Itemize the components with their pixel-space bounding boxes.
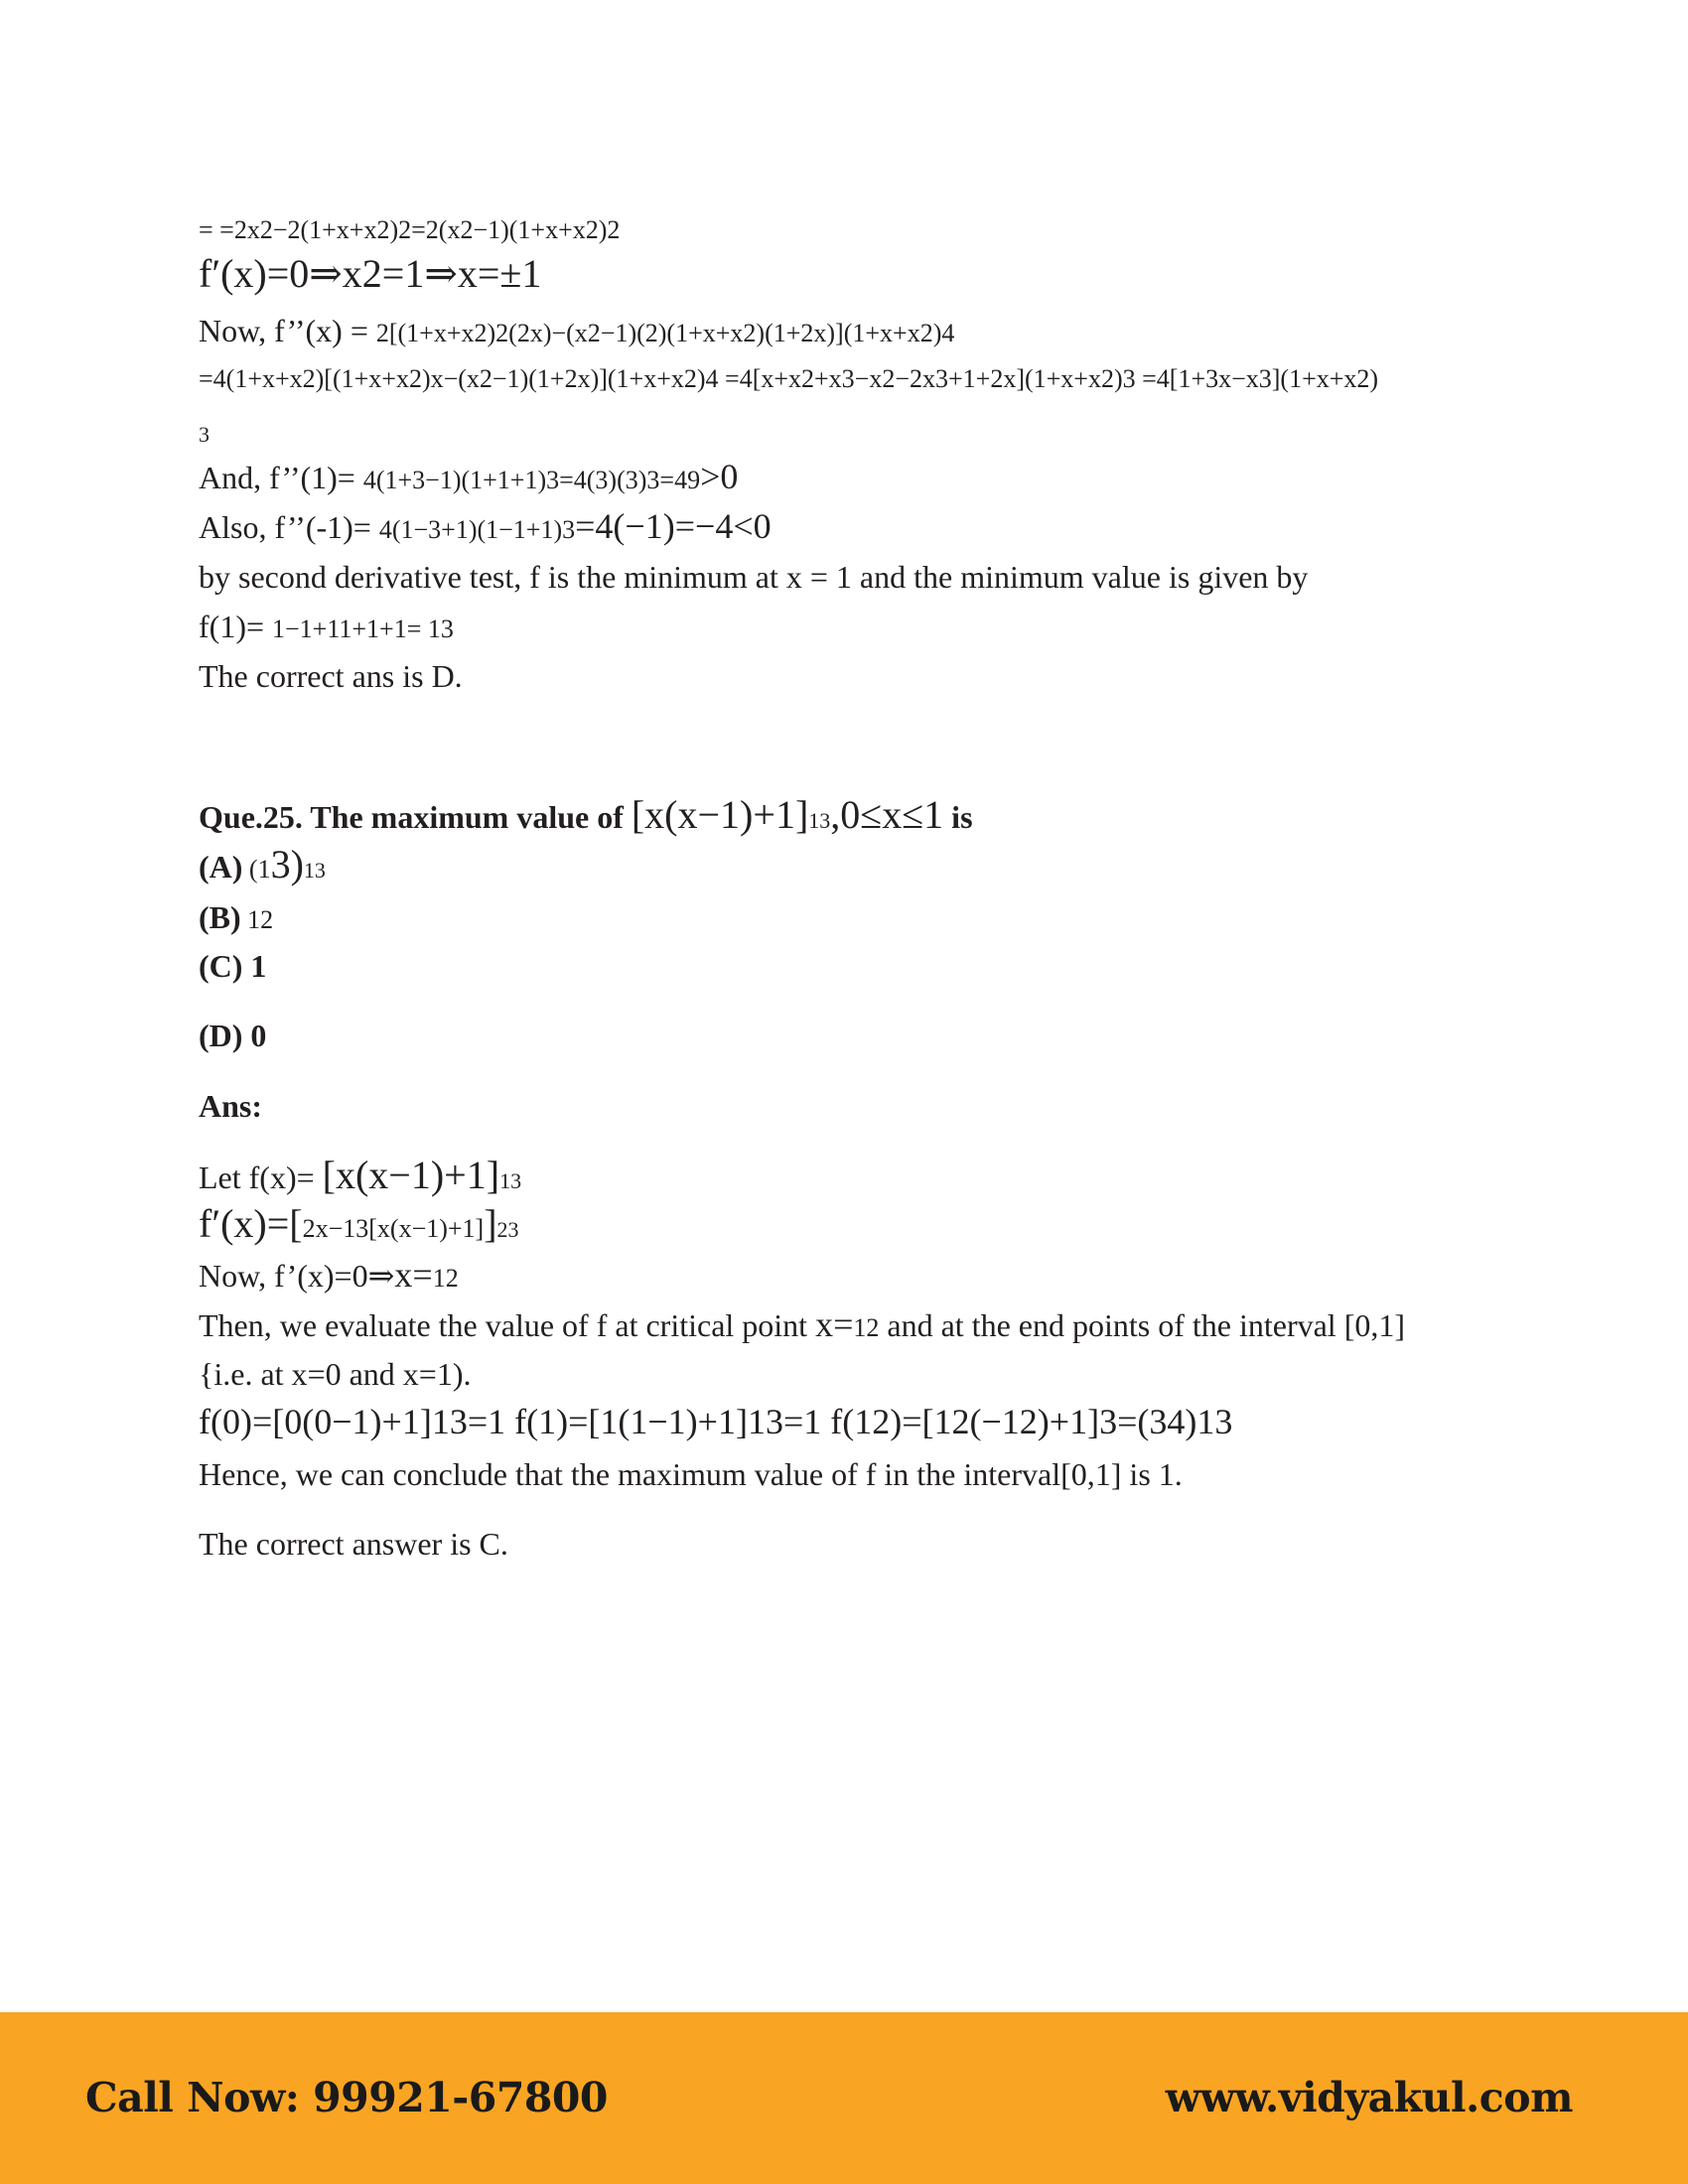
exponent-fragment: 13 [499, 1168, 522, 1193]
equation-fragment: ,0≤x≤1 [830, 792, 944, 837]
option-value: (1 [242, 855, 271, 884]
equation-fragment: 1−1+11+1+1= 13 [272, 614, 454, 643]
text-line [199, 1153, 522, 1201]
text-line [199, 311, 954, 353]
text-fragment: Now, f’’(x) = [199, 313, 376, 348]
answer-heading: Ans: [199, 1088, 263, 1124]
text-fragment: and at the end points of the interval [0,1] [879, 1307, 1405, 1343]
website-link[interactable]: www.vidyakul.com [1165, 2074, 1573, 2121]
option-c: (C) 1 [199, 948, 267, 984]
exponent-fragment: 3 [199, 422, 210, 447]
text-line [199, 1304, 1405, 1348]
equation-fragment: 4(1+3−1)(1+1+1)3=4(3)(3)3=49 [362, 466, 701, 494]
option-d: (D) 0 [199, 1018, 267, 1053]
footer-banner [0, 2012, 1688, 2184]
text-fragment: And, f’’(1)= [199, 460, 363, 495]
exponent-fragment: 13 [808, 808, 831, 833]
equation-fragment: =4(−1)=−4<0 [575, 506, 772, 546]
equation-fragment: >0 [700, 457, 739, 496]
option-b [199, 897, 273, 940]
text-line [199, 1255, 459, 1298]
text-fragment: Also, f’’(-1)= [199, 509, 379, 545]
exponent-fragment: 23 [496, 1217, 519, 1242]
equation-fragment: 12 [432, 1264, 459, 1293]
question-heading [199, 792, 973, 841]
equation-line: f′(x)=0⇒x2=1⇒x=±1 [199, 251, 542, 296]
text-line: The correct answer is C. [199, 1526, 508, 1562]
option-a [199, 842, 326, 890]
equation-fragment: ] [484, 1201, 497, 1246]
text-line [199, 607, 454, 649]
option-value: 3) [270, 842, 304, 887]
text-fragment: Then, we evaluate the value of f at critical point [199, 1307, 816, 1343]
question-text: is [943, 799, 973, 835]
text-fragment: f(1)= [199, 609, 273, 644]
equation-fragment: 2[(1+x+x2)2(2x)−(x2−1)(2)(1+x+x2)(1+2x)](1+x+x2)4 [375, 319, 955, 347]
equation-fragment: 2x−13[x(x−1)+1] [302, 1214, 485, 1243]
text-line: {i.e. at x=0 and x=1). [199, 1356, 472, 1392]
option-label: (A) [199, 849, 243, 885]
option-value: 12 [240, 905, 274, 934]
equation-fragment: [x(x−1)+1] [322, 1153, 500, 1197]
equation-fragment: f′(x)=[ [199, 1201, 303, 1246]
text-line: by second derivative test, f is the minimum at x = 1 and the minimum value is given by [199, 559, 1309, 595]
equation-fragment: 4(1−3+1)(1−1+1)3 [378, 515, 576, 544]
equation-line [199, 1201, 519, 1250]
equation-fragment: x= [394, 1255, 433, 1295]
question-text: Que.25. The maximum value of [199, 799, 632, 835]
equation-line: =4(1+x+x2)[(1+x+x2)x−(x2−1)(1+2x)](1+x+x2)4 =4[x+x2+x3−x2−2x3+1+2x](1+x+x2)3 =4[1+3x−x3](1+x+x2) [199, 364, 1379, 393]
text-fragment: Now, f’(x)=0⇒ [199, 1258, 395, 1294]
text-line [199, 506, 772, 550]
text-line: The correct ans is D. [199, 658, 463, 694]
equation-line: = =2x2−2(1+x+x2)2=2(x2−1)(1+x+x2)2 [199, 215, 621, 244]
exponent-fragment: 13 [303, 858, 326, 883]
equation-fragment: 12 [853, 1313, 880, 1342]
text-fragment: Let f(x)= [199, 1160, 323, 1195]
text-line [199, 457, 738, 500]
phone-number: Call Now: 99921-67800 [85, 2074, 608, 2121]
text-line: Hence, we can conclude that the maximum value of f in the interval[0,1] is 1. [199, 1456, 1183, 1492]
equation-fragment: x= [815, 1304, 854, 1344]
equation-fragment: [x(x−1)+1] [631, 792, 809, 837]
option-label: (B) [199, 899, 241, 935]
equation-line: f(0)=[0(0−1)+1]13=1 f(1)=[1(1−1)+1]13=1 f(12)=[12(−12)+1]3=(34)13 [199, 1402, 1233, 1441]
